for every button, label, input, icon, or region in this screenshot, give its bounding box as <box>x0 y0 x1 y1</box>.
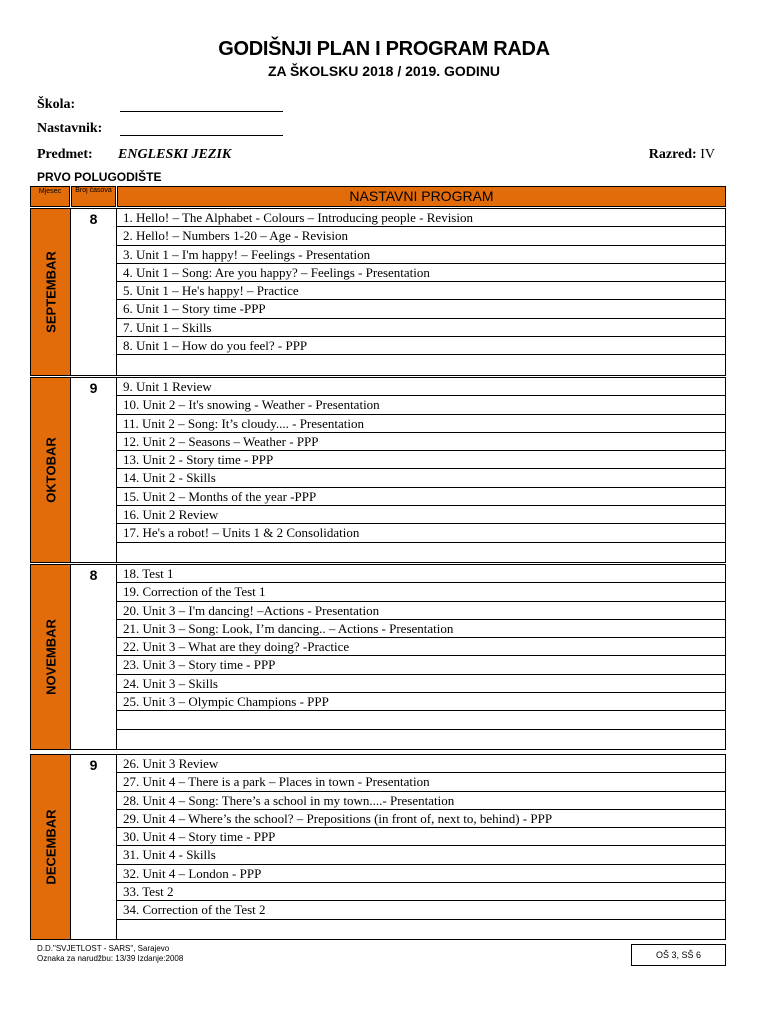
lesson-row <box>117 543 725 561</box>
skola-field-line <box>120 111 283 112</box>
lesson-row: 28. Unit 4 – Song: There’s a school in my town....- Presentation <box>117 792 725 810</box>
header-hours: Broj časova <box>71 186 116 207</box>
lesson-row: 6. Unit 1 – Story time -PPP <box>117 300 725 318</box>
lesson-row: 14. Unit 2 - Skills <box>117 469 725 487</box>
document-title: GODIŠNJI PLAN I PROGRAM RADA <box>218 38 550 60</box>
lesson-row: 22. Unit 3 – What are they doing? -Practice <box>117 638 725 656</box>
month-label: DECEMBAR <box>43 809 58 885</box>
publisher-line-2: Oznaka za narudžbu: 13/39 Izdanje:2008 <box>37 954 184 963</box>
hours-count: 9 <box>71 755 117 939</box>
lesson-row: 17. He's a robot! – Units 1 & 2 Consolidation <box>117 524 725 542</box>
lesson-row: 10. Unit 2 – It's snowing - Weather - Presentation <box>117 396 725 414</box>
lesson-row: 11. Unit 2 – Song: It’s cloudy.... - Presentation <box>117 415 725 433</box>
lesson-row: 26. Unit 3 Review <box>117 755 725 773</box>
lesson-row: 15. Unit 2 – Months of the year -PPP <box>117 488 725 506</box>
nastavnik-field-line <box>120 135 283 136</box>
lesson-row: 19. Correction of the Test 1 <box>117 583 725 601</box>
lesson-row: 13. Unit 2 - Story time - PPP <box>117 451 725 469</box>
document-subtitle: ZA ŠKOLSKU 2018 / 2019. GODINU <box>267 63 501 79</box>
lesson-row: 1. Hello! – The Alphabet - Colours – Introducing people - Revision <box>117 209 725 227</box>
month-cell <box>31 378 71 562</box>
lesson-row: 20. Unit 3 – I'm dancing! –Actions - Presentation <box>117 602 725 620</box>
lesson-row: 23. Unit 3 – Story time - PPP <box>117 656 725 674</box>
publisher-line-1: D.D."SVJETLOST - SARS", Sarajevo <box>37 944 170 953</box>
month-block-decembar <box>30 754 726 940</box>
lesson-row: 2. Hello! – Numbers 1-20 – Age - Revision <box>117 227 725 245</box>
lesson-row: 3. Unit 1 – I'm happy! – Feelings - Presentation <box>117 246 725 264</box>
lesson-row <box>117 920 725 938</box>
form-code: OŠ 3, SŠ 6 <box>631 944 726 966</box>
lesson-row: 34. Correction of the Test 2 <box>117 901 725 919</box>
lesson-row <box>117 730 725 748</box>
lesson-row: 32. Unit 4 – London - PPP <box>117 865 725 883</box>
section-title: PRVO POLUGODIŠTE <box>37 170 162 184</box>
month-label: NOVEMBAR <box>43 619 58 695</box>
header-program: NASTAVNI PROGRAM <box>117 186 726 207</box>
lesson-row <box>117 355 725 373</box>
skola-label: Škola: <box>37 97 76 112</box>
lesson-row: 25. Unit 3 – Olympic Champions - PPP <box>117 693 725 711</box>
lesson-list <box>117 378 725 562</box>
hours-count: 8 <box>71 209 117 375</box>
lesson-row: 16. Unit 2 Review <box>117 506 725 524</box>
razred-label: Razred: <box>648 147 697 162</box>
lesson-row: 24. Unit 3 – Skills <box>117 675 725 693</box>
month-label: OKTOBAR <box>43 437 58 503</box>
lesson-row: 30. Unit 4 – Story time - PPP <box>117 828 725 846</box>
month-block-septembar <box>30 208 726 376</box>
lesson-row: 33. Test 2 <box>117 883 725 901</box>
predmet-label: Predmet: <box>37 147 93 162</box>
month-cell <box>31 565 71 749</box>
month-block-novembar <box>30 564 726 750</box>
lesson-list <box>117 755 725 939</box>
lesson-row: 5. Unit 1 – He's happy! – Practice <box>117 282 725 300</box>
month-label: SEPTEMBAR <box>43 251 58 333</box>
lesson-row: 7. Unit 1 – Skills <box>117 319 725 337</box>
razred <box>649 147 715 163</box>
month-block-oktobar <box>30 377 726 563</box>
hours-count: 9 <box>71 378 117 562</box>
predmet-value: ENGLESKI JEZIK <box>118 147 232 162</box>
lesson-row: 21. Unit 3 – Song: Look, I’m dancing.. – Actions - Presentation <box>117 620 725 638</box>
lesson-row: 4. Unit 1 – Song: Are you happy? – Feelings - Presentation <box>117 264 725 282</box>
lesson-row: 12. Unit 2 – Seasons – Weather - PPP <box>117 433 725 451</box>
lesson-row: 27. Unit 4 – There is a park – Places in town - Presentation <box>117 773 725 791</box>
month-cell <box>31 755 71 939</box>
lesson-row <box>117 711 725 729</box>
lesson-list <box>117 209 725 375</box>
hours-count: 8 <box>71 565 117 749</box>
razred-value: IV <box>700 147 715 162</box>
lesson-row: 8. Unit 1 – How do you feel? - PPP <box>117 337 725 355</box>
lesson-row: 18. Test 1 <box>117 565 725 583</box>
lesson-list <box>117 565 725 749</box>
lesson-row: 31. Unit 4 - Skills <box>117 846 725 864</box>
nastavnik-label: Nastavnik: <box>37 121 103 136</box>
header-month: Mjesec <box>30 186 70 207</box>
lesson-row: 29. Unit 4 – Where’s the school? – Prepositions (in front of, next to, behind) - PPP <box>117 810 725 828</box>
lesson-row: 9. Unit 1 Review <box>117 378 725 396</box>
publisher-info <box>37 944 183 964</box>
month-cell <box>31 209 71 375</box>
